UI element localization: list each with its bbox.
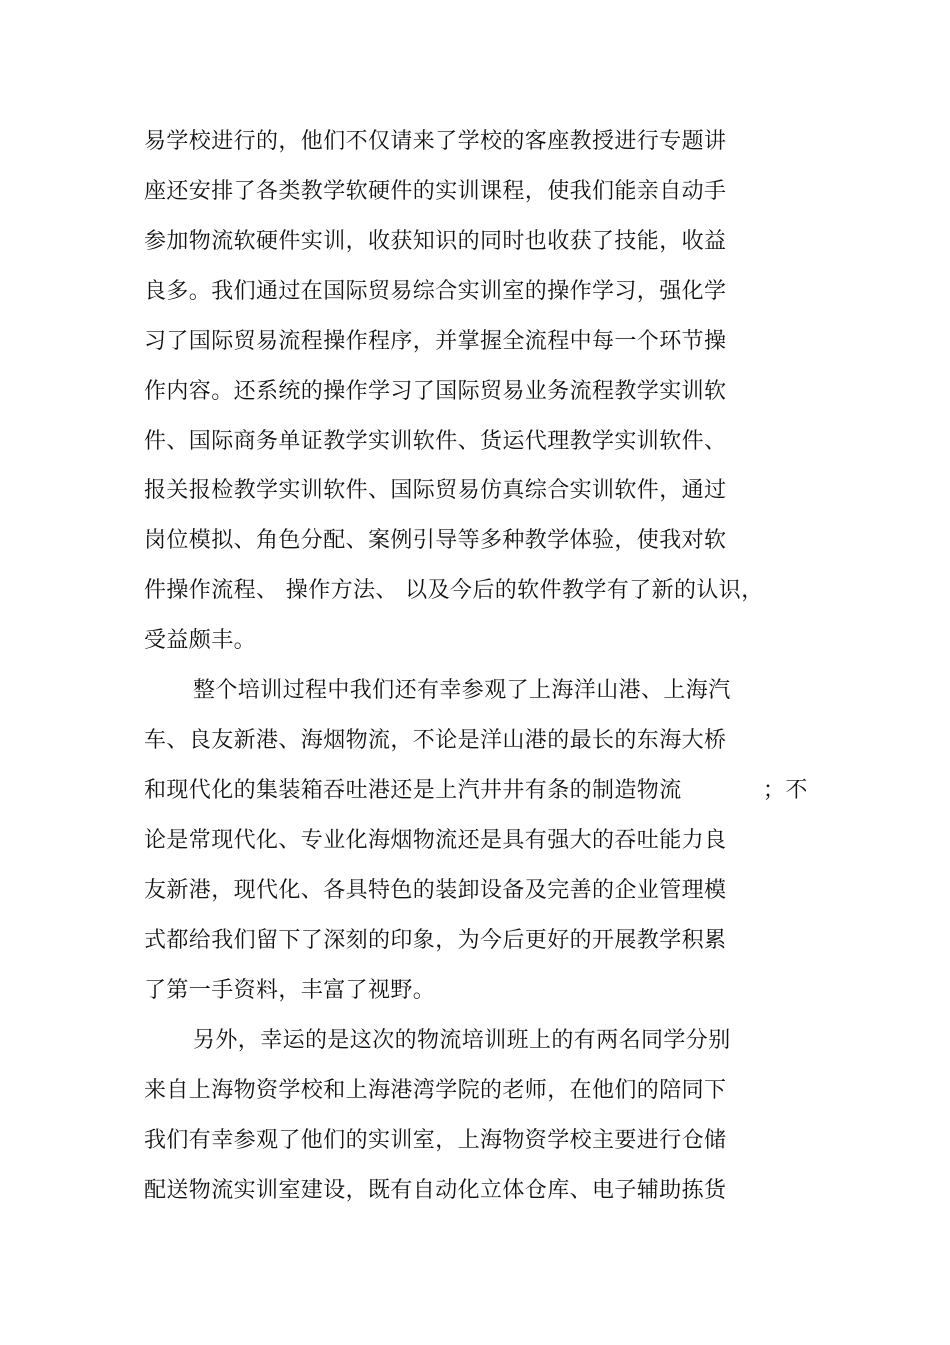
text-line: 了第一手资料，丰富了视野。 xyxy=(144,978,436,1003)
text-line: 报关报检教学实训软件、国际贸易仿真综合实训软件，通过 xyxy=(144,478,727,503)
text-line: 习了国际贸易流程操作程序，并掌握全流程中每一个环节操 xyxy=(144,329,727,354)
text-line: 易学校进行的，他们不仅请来了学校的客座教授进行专题讲 xyxy=(144,129,727,154)
text-line: 来自上海物资学校和上海港湾学院的老师，在他们的陪同下 xyxy=(144,1078,727,1103)
paragraph-start-line: 整个培训过程中我们还有幸参观了上海洋山港、上海汽 xyxy=(193,678,731,703)
text-line: 式都给我们留下了深刻的印象，为今后更好的开展教学积累 xyxy=(144,928,727,953)
text-line: 座还安排了各类教学软硬件的实训课程，使我们能亲自动手 xyxy=(144,179,727,204)
text-line: 件操作流程、 操作方法、 以及今后的软件教学有了新的认识， xyxy=(144,578,764,603)
text-line: 件、国际商务单证教学实训软件、货运代理教学实训软件、 xyxy=(144,429,727,454)
text-line: 岗位模拟、角色分配、案例引导等多种教学体验，使我对软 xyxy=(144,528,727,553)
text-line: 我们有幸参观了他们的实训室，上海物资学校主要进行仓储 xyxy=(144,1128,727,1153)
text-line: 良多。我们通过在国际贸易综合实训室的操作学习，强化学 xyxy=(144,279,727,304)
text-line: 车、良友新港、海烟物流，不论是洋山港的最长的东海大桥 xyxy=(144,728,727,753)
text-line: 和现代化的集装箱吞吐港还是上汽井井有条的制造物流 ；不 xyxy=(144,778,808,803)
text-line: 配送物流实训室建设，既有自动化立体仓库、电子辅助拣货 xyxy=(144,1178,727,1203)
text-line: 论是常现代化、专业化海烟物流还是具有强大的吞吐能力良 xyxy=(144,828,727,853)
text-line: 友新港，现代化、各具特色的装卸设备及完善的企业管理模 xyxy=(144,878,727,903)
paragraph-start-line: 另外，幸运的是这次的物流培训班上的有两名同学分别 xyxy=(193,1028,731,1053)
text-line: 参加物流软硬件实训，收获知识的同时也收获了技能，收益 xyxy=(144,229,727,254)
text-line: 作内容。还系统的操作学习了国际贸易业务流程教学实训软 xyxy=(144,379,727,404)
text-line: 受益颇丰。 xyxy=(144,628,257,653)
